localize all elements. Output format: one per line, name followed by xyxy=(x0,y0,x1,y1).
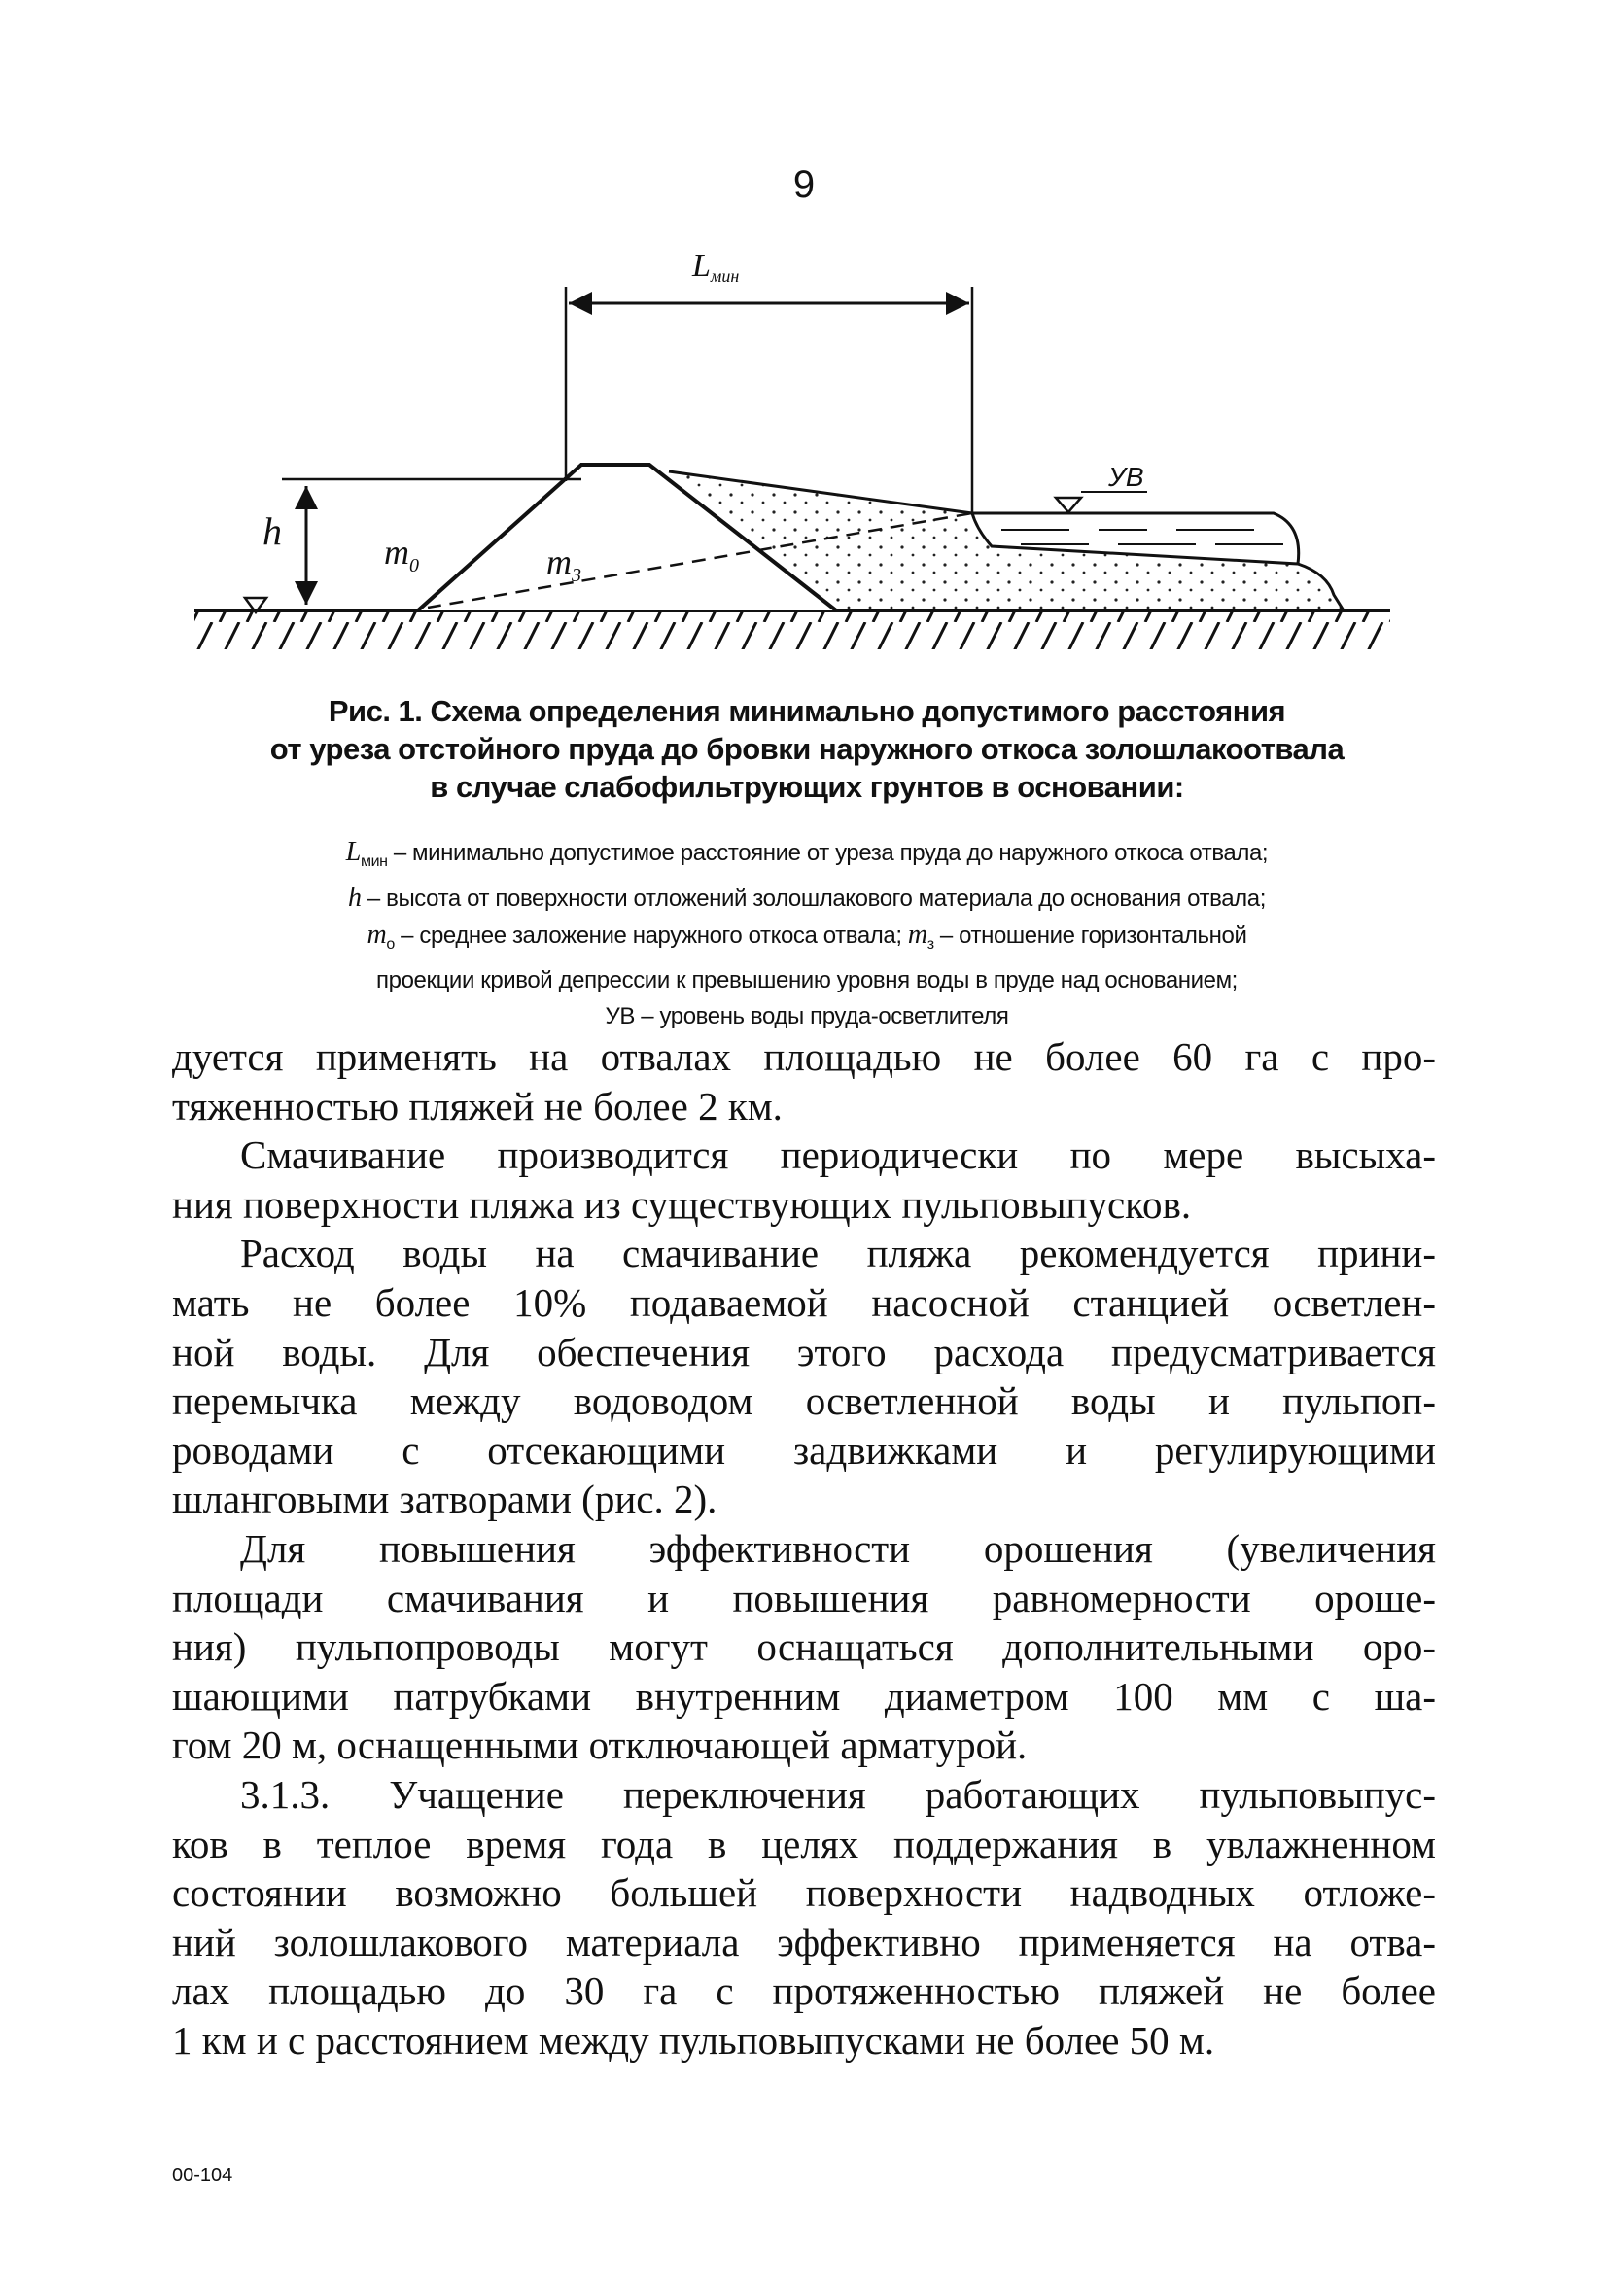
dam-diagram xyxy=(0,0,1608,680)
paragraph xyxy=(172,1131,1436,1229)
paragraph xyxy=(172,1524,1436,1770)
text-line: 3.1.3. Учащение переключения работающих пульповыпус- xyxy=(240,1771,1436,1817)
text-line: Смачивание производится периодически по мере высыха- xyxy=(240,1132,1436,1178)
caption-title-line: от уреза отстойного пруда до бровки наружного откоса золошлакоотвала xyxy=(269,732,1345,766)
text-line: тяженностью пляжей не более 2 км. xyxy=(172,1083,783,1129)
text-line: шланговыми затворами (рис. 2). xyxy=(172,1477,717,1522)
label-m0: $m_0$ xyxy=(384,533,419,576)
caption-title-line: Рис. 1. Схема определения минимально допустимого расстояния xyxy=(328,694,1286,728)
paragraph xyxy=(172,1770,1436,2066)
figure-caption-title xyxy=(224,692,1390,806)
text-line: ной воды. Для обеспечения этого расхода предусматривается xyxy=(172,1329,1436,1374)
legend-line-depression: проекции кривой депрессии к превышению уровня воды в пруде над основанием; xyxy=(376,966,1238,993)
footer-code: 00-104 xyxy=(172,2165,233,2186)
paragraph xyxy=(172,1032,1436,1131)
text-line: Расход воды на смачивание пляжа рекомендуется прини- xyxy=(240,1231,1436,1276)
caption-title-line: в случае слабофильтрующих грунтов в основании: xyxy=(430,770,1184,804)
text-line: мать не более 10% подаваемой насосной станцией осветлен- xyxy=(172,1279,1436,1325)
legend-line-lmin: $L_{мин}$ – минимально допустимое расстояние от уреза пруда до наружного откоса отвала; xyxy=(345,837,1269,870)
text-line: роводами с отсекающими задвижками и регулирующими xyxy=(172,1427,1436,1473)
text-line: шающими патрубками внутренним диаметром 100 мм с ша- xyxy=(172,1673,1436,1719)
legend-line-m: $m_о$ – среднее заложение наружного откоса отвала; $m_з$ – отношение горизонтальной xyxy=(367,919,1247,953)
body-text xyxy=(172,1032,1436,2065)
text-line: лах площадью до 30 га с протяженностью пляжей не более xyxy=(172,1968,1436,2014)
text-line: площади смачивания и повышения равномерности ороше- xyxy=(172,1575,1436,1620)
text-line: ков в теплое время года в целях поддержания в увлажненном xyxy=(172,1821,1436,1866)
ground xyxy=(194,610,1390,649)
label-h: h xyxy=(262,509,282,553)
text-line: перемычка между водоводом осветленной воды и пульпоп- xyxy=(172,1378,1436,1424)
label-lmin: Lмин xyxy=(692,248,740,286)
text-line: Для повышения эффективности орошения (увеличения xyxy=(240,1525,1436,1571)
page-number: 9 xyxy=(792,163,816,206)
text-line: ния) пульпопроводы могут оснащаться дополнительными оро- xyxy=(172,1624,1436,1670)
text-line: состоянии возможно большей поверхности надводных отложе- xyxy=(172,1870,1436,1916)
paragraph xyxy=(172,1229,1436,1524)
text-line: дуется применять на отвалах площадью не более 60 га с про- xyxy=(172,1034,1436,1079)
water-level-symbol xyxy=(1056,498,1081,512)
legend-line-uv: УВ – уровень воды пруда-осветлителя xyxy=(605,1002,1009,1029)
text-line: ния поверхности пляжа из существующих пульповыпусков. xyxy=(172,1181,1192,1227)
text-line: ний золошлакового материала эффективно применяется на отва- xyxy=(172,1919,1436,1965)
label-m3: $m_3$ xyxy=(546,542,581,586)
figure-legend xyxy=(224,834,1390,1034)
text-line: 1 км и с расстоянием между пульповыпусками не более 50 м. xyxy=(172,2017,1215,2063)
legend-line-h: h – высота от поверхности отложений золошлакового материала до основания отвала; xyxy=(348,882,1266,913)
text-line: гом 20 м, оснащенными отключающей арматурой. xyxy=(172,1722,1028,1768)
label-uv: УВ xyxy=(1108,462,1144,492)
